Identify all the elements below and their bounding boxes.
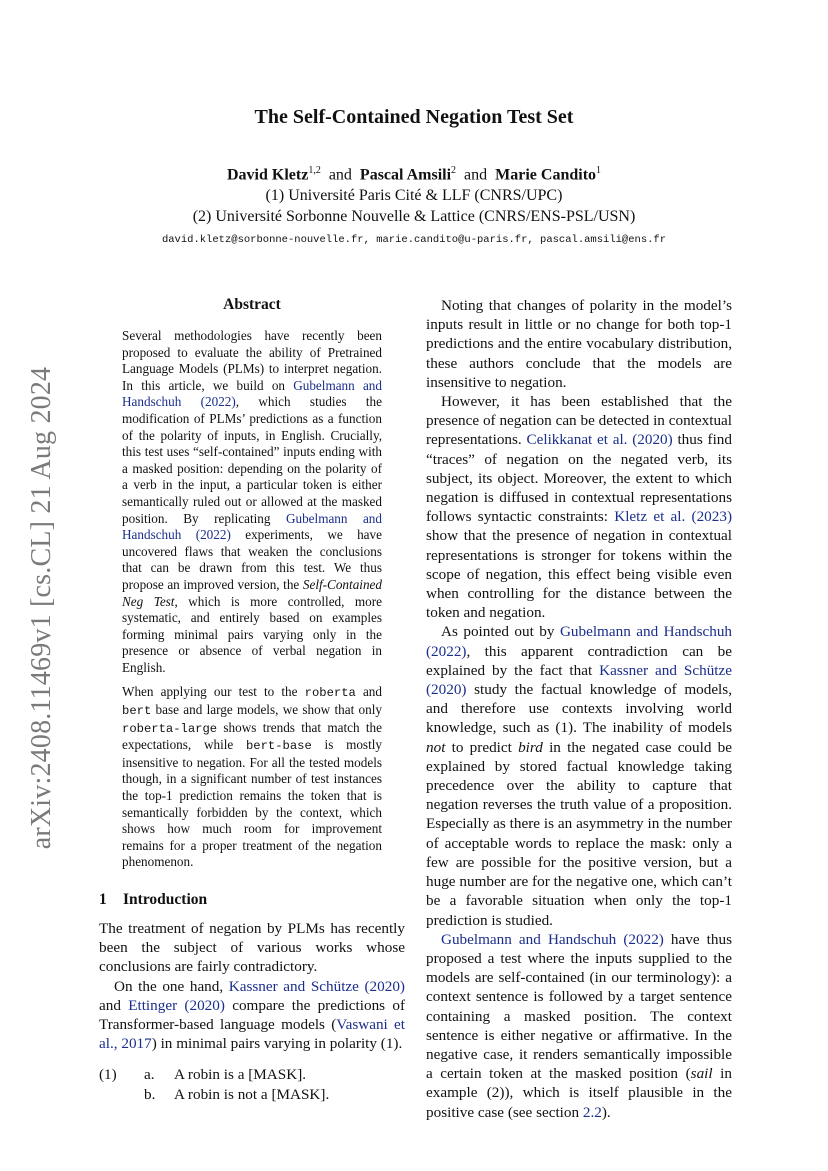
author-emails: david.kletz@sorbonne-nouvelle.fr, marie.candito@u-paris.fr, pascal.amsili@ens.fr xyxy=(161,234,667,247)
affiliation: (2) Université Sorbonne Nouvelle & Lattice (CNRS/ENS-PSL/USN) xyxy=(192,208,636,226)
text-run: study the factual knowledge of models, and therefore use contexts involving world knowledge, such as (1). The inability of models xyxy=(426,681,732,737)
emphasis-text: not xyxy=(426,738,446,756)
text-run: ). xyxy=(601,1103,611,1121)
section-heading xyxy=(99,891,405,909)
abstract-heading: Abstract xyxy=(223,296,281,313)
text-run: However, it has been established that the presence of negation can be detected in contextual representations. xyxy=(426,393,732,449)
text-run: As pointed out by xyxy=(441,623,560,641)
body-paragraph: Noting that changes of polarity in the model’s inputs result in little or no change for both top-1 predictions and the entire vocabulary distribution, these authors conclude that the models are insensitive to negation. xyxy=(426,297,732,391)
citation-link[interactable]: Kassner and Schütze (2020) xyxy=(228,977,405,995)
emphasis-text: sail xyxy=(690,1065,713,1083)
author-name: Pascal Amsili xyxy=(359,166,452,184)
abstract-paragraph xyxy=(99,684,405,871)
body-paragraph xyxy=(426,622,732,929)
body-paragraph: The treatment of negation by PLMs has recently been the subject of various works whose conclusions are fairly contradictory. xyxy=(99,920,405,976)
section-title: Introduction xyxy=(123,891,208,908)
section-reference-link[interactable]: 2.2 xyxy=(582,1103,602,1121)
example-label: b. xyxy=(144,1085,156,1103)
text-run: compare the predictions of Transformer-based language models ( xyxy=(99,996,405,1034)
body-paragraph xyxy=(99,977,405,1054)
example-sentence: A robin is not a [MASK]. xyxy=(174,1085,330,1103)
author-line xyxy=(0,160,828,185)
text-run: Several methodologies have recently been proposed to evaluate the ability of Pretrained Language Models (PLMs) to interpret negation. In this article, we build on xyxy=(122,328,382,393)
section-number: 1 xyxy=(99,891,107,908)
example-sentence: A robin is a [MASK]. xyxy=(174,1066,307,1084)
text-run: shows trends that match the expectations, while xyxy=(122,719,382,753)
example-number-spacer xyxy=(99,1085,144,1104)
example-number: (1) xyxy=(99,1066,117,1084)
abstract-paragraph xyxy=(99,328,405,676)
citation-link[interactable]: Ettinger (2020) xyxy=(128,996,225,1014)
citation-link[interactable]: Gubelmann and Handschuh (2022) xyxy=(122,510,382,543)
author-block xyxy=(0,160,828,251)
text-run: and xyxy=(355,684,382,700)
text-run: and xyxy=(99,996,129,1014)
citation-link[interactable]: Gubelmann and Handschuh (2022) xyxy=(441,930,664,948)
example-row xyxy=(99,1085,405,1104)
example-label: a. xyxy=(144,1066,155,1084)
text-run: in the negated case could be explained by stored factual knowledge taking precedence over the ability to capture that negation reverses the truth value of a proposition. Especially as there is an asymmetry in the number of acceptable words to replace the mask: only a few are possible for the positive version, but a huge number are for the negative one, which can’t be a favorable situation when only the top-1 prediction is studied. xyxy=(426,738,732,929)
author-affiliation-marker: 1,2 xyxy=(308,165,321,176)
citation-link[interactable]: Gubelmann and Handschuh (2022) xyxy=(122,377,382,410)
model-name: roberta-large xyxy=(122,721,218,736)
text-run: , which is more controlled, more systematic, and entirely based on examples forming minimal pairs varying only in the presence or absence of verbal negation in English. xyxy=(122,593,382,675)
right-column xyxy=(426,296,732,1122)
arxiv-identifier-text: arXiv:2408.11469v1 [cs.CL] 21 Aug 2024 xyxy=(26,366,57,849)
model-name: bert-base xyxy=(245,739,312,754)
text-run: , this apparent contradiction can be explained by the fact that xyxy=(426,642,732,679)
model-name: bert xyxy=(122,704,152,719)
left-column xyxy=(99,296,405,1104)
author-name: David Kletz xyxy=(226,166,309,184)
author-separator: and xyxy=(464,166,488,184)
text-run: show that the presence of negation in contextual representations is stronger for tokens within the scope of negation, this effect being visible even when controlling for the distance between the token and negation. xyxy=(426,527,732,622)
author-separator: and xyxy=(328,166,352,184)
text-run: base and large models, we show that only xyxy=(151,702,382,718)
text-run: ) in minimal pairs varying in polarity (1). xyxy=(151,1035,403,1053)
citation-link[interactable]: Gubelmann and Handschuh (2022) xyxy=(426,623,733,660)
body-paragraph xyxy=(426,392,732,622)
text-run: to predict xyxy=(445,738,519,756)
text-run: , which studies the modification of PLMs’ predictions as a function of the polarity of inputs, in English. Crucially, this test uses “self-contained” inputs ending with a masked position: depending on the polarity of a verb in the input, a particular token is either semantically ruled out or allowed at the masked position. By replicating xyxy=(122,394,382,526)
text-run: On the one hand, xyxy=(114,977,229,995)
example-row xyxy=(99,1065,405,1084)
text-run: is mostly insensitive to negation. For all the tested models though, in a significant number of test instances the top-1 prediction remains the token that is semantically forbidden by the context, which shows how much room for improvement remains for a proper treatment of the negation phenomenon. xyxy=(122,737,382,870)
citation-link[interactable]: Vaswani et al., 2017 xyxy=(99,1016,405,1053)
text-run: in example (2)), which is itself plausible in the positive case (see section xyxy=(426,1065,732,1121)
emphasis-text: Self-Contained Neg Test xyxy=(122,576,382,609)
arxiv-identifier xyxy=(22,360,62,855)
text-run: When applying our test to the xyxy=(122,684,305,700)
citation-link[interactable]: Kassner and Schütze (2020) xyxy=(426,661,732,699)
author-affiliation-marker: 1 xyxy=(596,165,602,176)
text-run: have thus proposed a test where the inputs supplied to the models are self-contained (in our terminology): a context sentence is followed by a target sentence containing a masked position. The context sentence is either negative or affirmative. In the negative case, it renders semantically impossible a certain token at the masked position ( xyxy=(426,930,732,1083)
author-affiliation-marker: 2 xyxy=(451,165,457,176)
example-block xyxy=(99,1065,405,1103)
text-run: experiments, we have uncovered flaws that weaken the conclusions that can be drawn from this test. We thus propose an improved version, the xyxy=(122,527,382,592)
citation-link[interactable]: Celikkanat et al. (2020) xyxy=(526,431,673,449)
affiliation: (1) Université Paris Cité & LLF (CNRS/UPC) xyxy=(265,187,563,205)
text-run: thus find “traces” of negation on the negated verb, its subject, its object. Moreover, the extent to which negation is diffused in contextual representations follows syntactic constraints: xyxy=(426,431,732,526)
model-name: roberta xyxy=(304,686,356,701)
body-paragraph xyxy=(426,930,732,1122)
citation-link[interactable]: Kletz et al. (2023) xyxy=(614,508,732,526)
emphasis-text: bird xyxy=(518,738,543,756)
paper-title: The Self-Contained Negation Test Set xyxy=(254,106,574,128)
author-name: Marie Candito xyxy=(495,166,597,184)
